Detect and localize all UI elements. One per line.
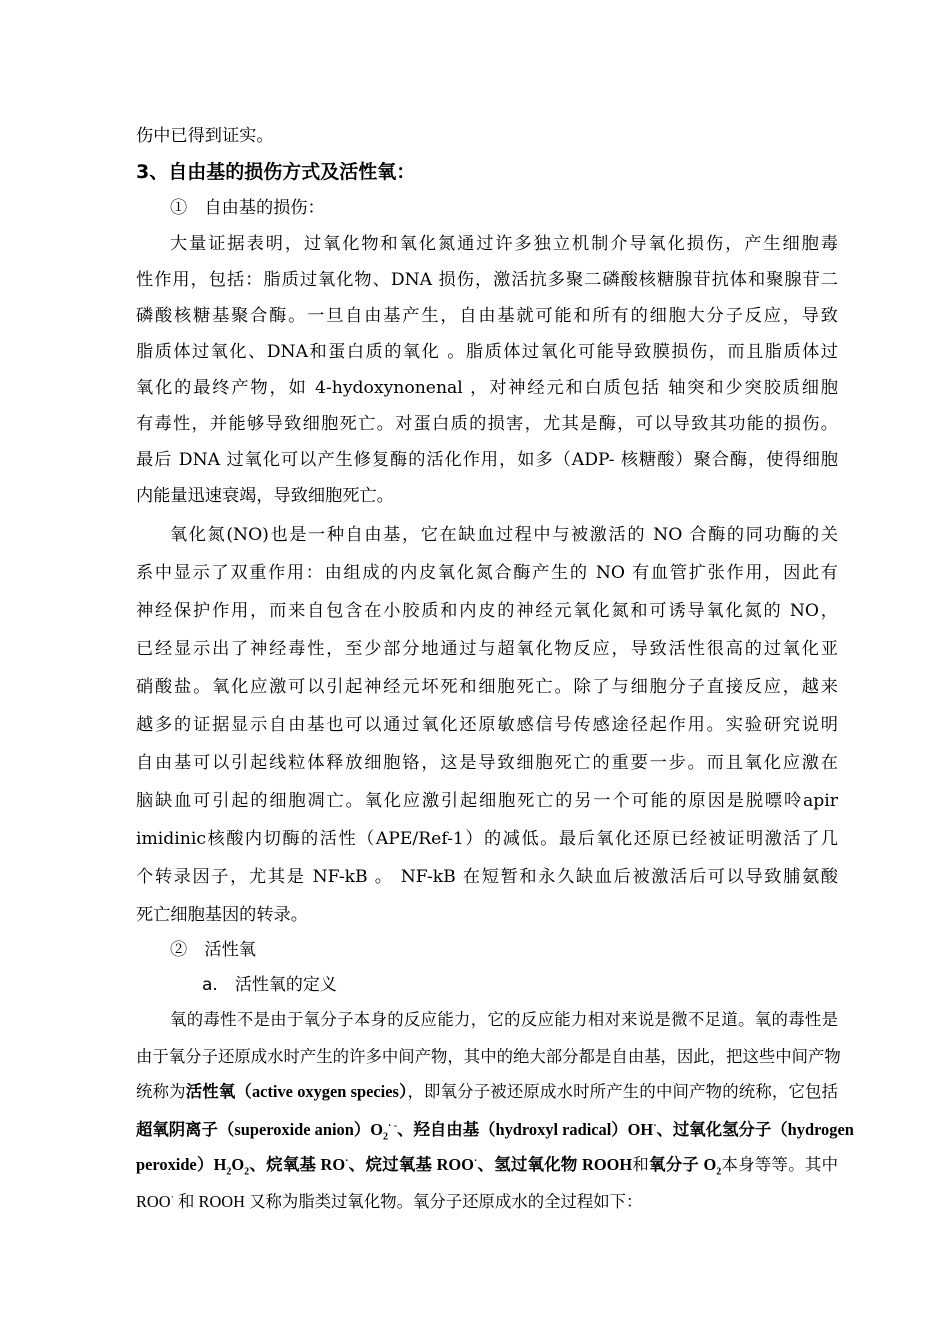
paragraph-line: 脂质体过氧化、DNA和蛋白质的氧化 。脂质体过氧化可能导致膜损伤，而且脂质体过 — [136, 342, 838, 362]
paragraph-line: 性作用，包括：脂质过氧化物、DNA 损伤，激活抗多聚二磷酸核糖腺苷抗体和聚腺苷二 — [136, 270, 838, 290]
paragraph-line: 氧化氮(NO)也是一种自由基，它在缺血过程中与被激活的 NO 合酶的同功酶的关 — [170, 525, 838, 545]
paragraph-line: 统称为活性氧（active oxygen species），即氧分子被还原成水时所产生的中间产物的统称，它包括 — [136, 1082, 838, 1101]
paragraph-line: 伤中已得到证实。 — [136, 126, 274, 146]
subsection-heading: ① 自由基的损伤： — [170, 198, 325, 218]
paragraph-line: 神经保护作用，而来自包含在小胶质和内皮的神经元氧化氮和可诱导氧化氮的 NO， — [136, 601, 838, 621]
paragraph-line: 越多的证据显示自由基也可以通过氧化还原敏感信号传感途径起作用。实验研究说明 — [136, 715, 838, 735]
paragraph-line: 已经显示出了神经毒性，至少部分地通过与超氧化物反应，导致活性很高的过氧化亚 — [136, 639, 838, 659]
subsection-heading: ② 活性氧 — [170, 940, 256, 960]
paragraph-line: 氧的毒性不是由于氧分子本身的反应能力，它的反应能力相对来说是微不足道。氧的毒性是 — [170, 1010, 838, 1029]
paragraph-line: 磷酸核糖基聚合酶。一旦自由基产生，自由基就可能和所有的细胞大分子反应，导致 — [136, 306, 838, 326]
paragraph-line: 系中显示了双重作用：由组成的内皮氧化氮合酶产生的 NO 有血管扩张作用，因此有 — [136, 563, 838, 583]
paragraph-line: 大量证据表明，过氧化物和氧化氮通过许多独立机制介导氧化损伤，产生细胞毒 — [170, 234, 838, 254]
paragraph-line: 最后 DNA 过氧化可以产生修复酶的活化作用，如多（ADP- 核糖酸）聚合酶，使得细胞 — [136, 450, 838, 470]
paragraph-line: 脑缺血可引起的细胞凋亡。氧化应激引起细胞死亡的另一个可能的原因是脱嘌呤apir — [136, 791, 838, 811]
paragraph-line: 超氧阴离子（superoxide $anion)O_2^{\cdot -}$、羟自由基（hydroxyl radical）OH·、过氧化氢分子（hydrogen — [136, 1120, 854, 1143]
paragraph-line: 氧化的最终产物，如 4-hydoxynonenal ，对神经元和白质包括 轴突和少突胶质细胞 — [136, 378, 838, 398]
paragraph-line: 有毒性，并能够导致细胞死亡。对蛋白质的损害，尤其是酶，可以导致其功能的损伤。 — [136, 414, 838, 434]
paragraph-line: 自由基可以引起线粒体释放细胞铬，这是导致细胞死亡的重要一步。而且氧化应激在 — [136, 753, 838, 773]
section-heading: 3、自由基的损伤方式及活性氧： — [136, 161, 416, 183]
subsubsection-heading: a. 活性氧的定义 — [202, 975, 337, 995]
paragraph-line: imidinic核酸内切酶的活性（APE/Ref-1）的减低。最后氧化还原已经被证明激活了几 — [136, 829, 838, 849]
paragraph-line: ROO· 和 ROOH 又称为脂类过氧化物。氧分子还原成水的全过程如下： — [136, 1192, 643, 1211]
paragraph-line: 硝酸盐。氧化应激可以引起神经元坏死和细胞死亡。除了与细胞分子直接反应，越来 — [136, 677, 838, 697]
paragraph-line: 内能量迅速衰竭，导致细胞死亡。 — [136, 486, 394, 506]
paragraph-line: 死亡细胞基因的转录。 — [136, 905, 308, 925]
paragraph-line: $peroxide)H_2O_2$、烷氧基 RO·、烷过氧基 ROO·、氢过氧化物 ROOH和氧分子 $O_2$本身等等。其中 — [136, 1155, 838, 1178]
paragraph-line: 个转录因子，尤其是 NF-kB 。 NF-kB 在短暂和永久缺血后被激活后可以导致脯氨酸 — [136, 867, 838, 887]
paragraph-line: 由于氧分子还原成水时产生的许多中间产物，其中的绝大部分都是自由基，因此，把这些中间产物 — [136, 1047, 841, 1066]
